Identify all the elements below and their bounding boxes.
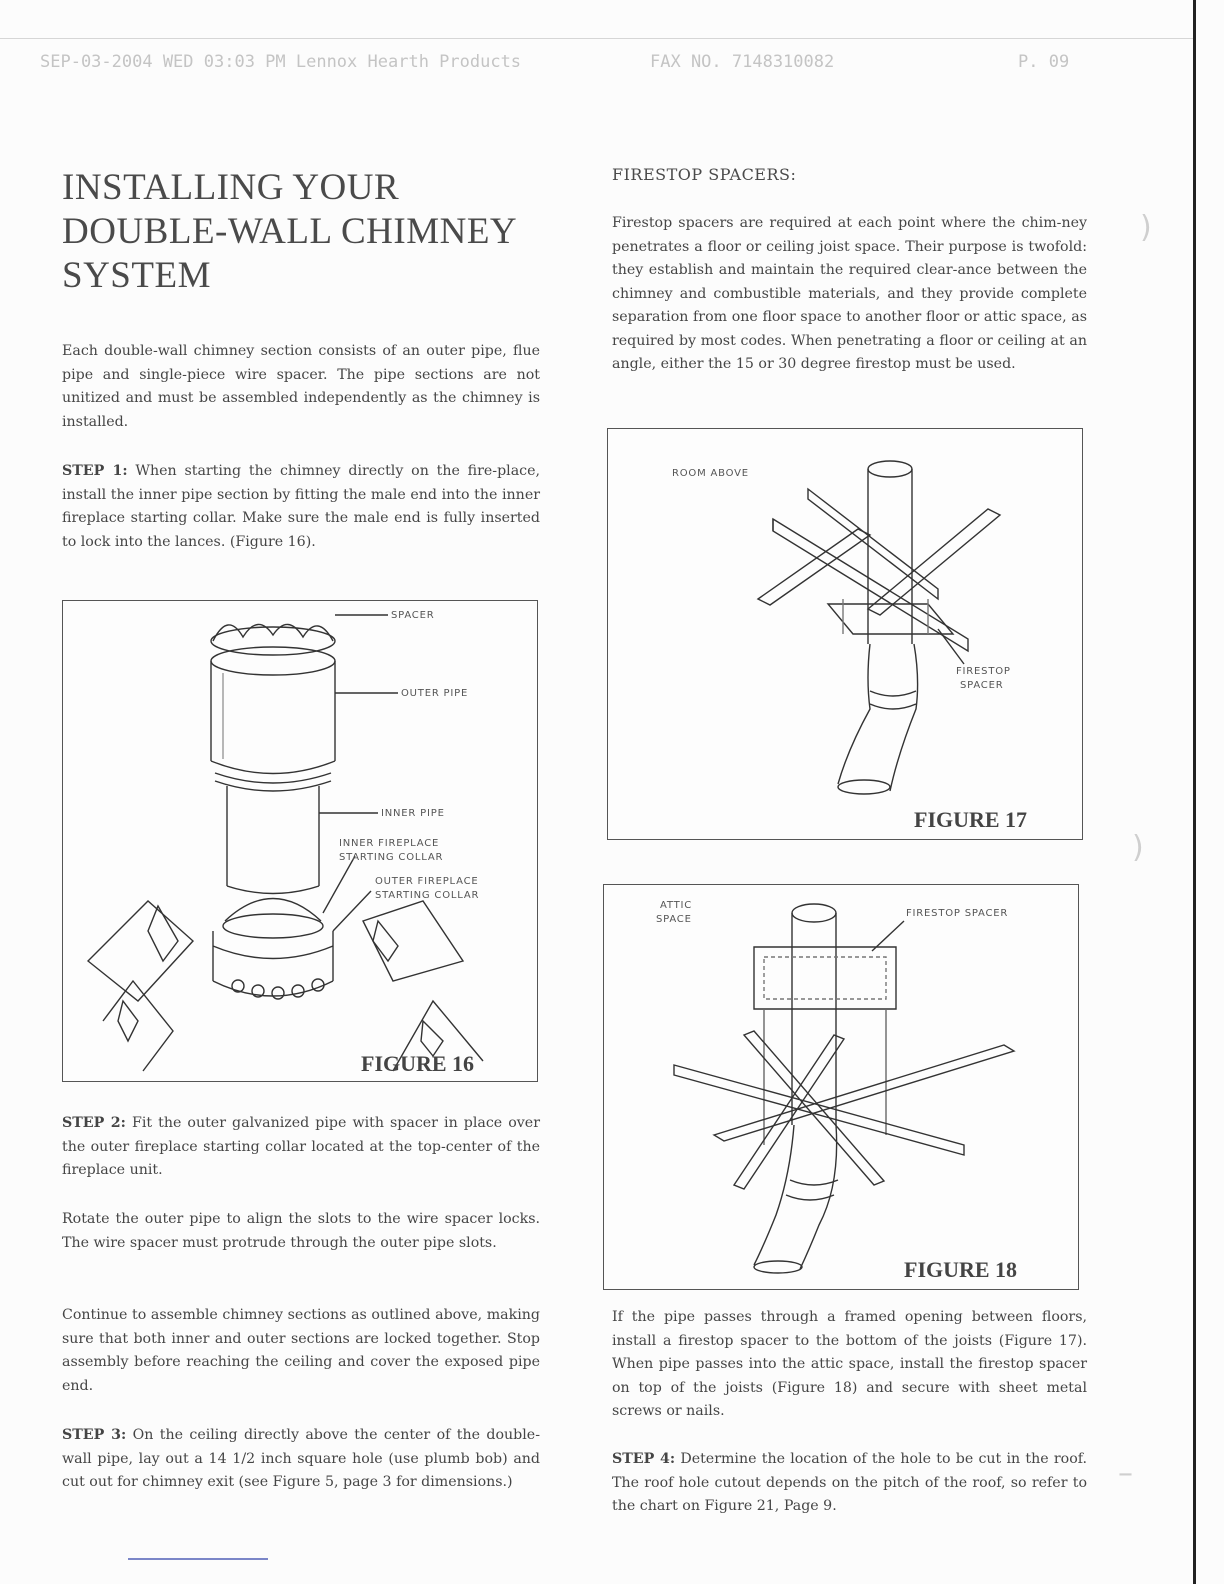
title-line-3: SYSTEM xyxy=(62,255,211,296)
step4-text: Determine the location of the hole to be cut in the roof. The roof hole cutout depends on the pitch of the roof, so refer to the chart on Figure 21, Page 9. xyxy=(612,1451,1087,1514)
figure-18 xyxy=(603,884,1079,1290)
step1-text: When starting the chimney directly on the fire-place, install the inner pipe section by fitting the male end into the inner fireplace starting collar. Make sure the male end is fully inserted to lock into the lances. (Figure 16). xyxy=(62,463,541,550)
label-outer-pipe: OUTER PIPE xyxy=(401,688,469,699)
label-inner-pipe: INNER PIPE xyxy=(381,808,445,819)
margin-mark-3: – xyxy=(1118,1456,1133,1491)
figure-16 xyxy=(62,600,538,1082)
step2-label: STEP 2: xyxy=(62,1115,126,1131)
label-outer-collar-1: OUTER FIREPLACE xyxy=(375,876,479,887)
title-line-2: DOUBLE-WALL CHIMNEY xyxy=(62,211,518,252)
fax-header-sender: SEP-03-2004 WED 03:03 PM Lennox Hearth Products xyxy=(40,52,522,72)
step4-paragraph xyxy=(612,1448,1087,1519)
step2-text: Fit the outer galvanized pipe with spacer in place over the outer fireplace starting collar located at the top-center of the fireplace unit. xyxy=(62,1115,540,1178)
label-firestop-1: FIRESTOP xyxy=(956,666,1011,677)
step3-label: STEP 3: xyxy=(62,1427,127,1443)
margin-mark-1: ) xyxy=(1140,210,1152,245)
label-outer-collar-2: STARTING COLLAR xyxy=(375,890,480,901)
framed-paragraph xyxy=(612,1306,1087,1424)
step3-paragraph xyxy=(62,1424,540,1495)
label-spacer: SPACER xyxy=(391,610,435,621)
step4-label: STEP 4: xyxy=(612,1451,676,1467)
label-inner-collar-2: STARTING COLLAR xyxy=(339,852,444,863)
label-attic-1: ATTIC xyxy=(660,900,693,911)
figure-17-illustration xyxy=(608,429,1082,839)
figure-16-illustration xyxy=(63,601,537,1081)
figure-16-caption: FIGURE 16 xyxy=(361,1051,475,1076)
step1-label: STEP 1: xyxy=(62,463,128,479)
label-firestop-spacer: FIRESTOP SPACER xyxy=(906,908,1009,919)
continue-paragraph xyxy=(62,1304,540,1398)
label-attic-2: SPACE xyxy=(656,914,692,925)
figure-17-caption: FIGURE 17 xyxy=(914,807,1028,832)
intro-text: Each double-wall chimney section consists of an outer pipe, flue pipe and single-piece wire spacer. The pipe sections are not unitized and must be assembled independently as the chimney is installed. xyxy=(62,343,540,430)
step3-text: On the ceiling directly above the center of the double-wall pipe, lay out a 14 1/2 inch square hole (use plumb bob) and cut out for chimney exit (see Figure 5, page 3 for dimensions.) xyxy=(62,1427,540,1490)
label-inner-collar-1: INNER FIREPLACE xyxy=(339,838,440,849)
margin-mark-2: ) xyxy=(1132,830,1144,865)
firestop-paragraph xyxy=(612,212,1087,377)
figure-17 xyxy=(607,428,1083,840)
figure-18-caption: FIGURE 18 xyxy=(904,1257,1018,1282)
firestop-text: Firestop spacers are required at each point where the chim-ney penetrates a floor or ceiling joist space. Their purpose is twofold: they establish and maintain the required clear-ance between the chimney and combustible materials, and they provide complete separation from one floor space to another floor or attic space, as required by most codes. When penetrating a floor or ceiling at an angle, either the 15 or 30 degree firestop must be used. xyxy=(612,215,1087,372)
figure-18-illustration xyxy=(604,885,1078,1289)
fax-header-page: P. 09 xyxy=(1018,52,1070,72)
label-room-above: ROOM ABOVE xyxy=(672,468,749,479)
title-line-1: INSTALLING YOUR xyxy=(62,167,400,208)
step2-paragraph xyxy=(62,1112,540,1183)
firestop-heading-text: FIRESTOP SPACERS: xyxy=(612,165,797,184)
fax-header-number: FAX NO. 7148310082 xyxy=(650,52,835,72)
step1-paragraph xyxy=(62,460,540,554)
firestop-heading xyxy=(612,165,1087,184)
top-rule xyxy=(0,38,1193,39)
intro-paragraph xyxy=(62,340,540,434)
label-firestop-2: SPACER xyxy=(960,680,1004,691)
rotate-text: Rotate the outer pipe to align the slots to the wire spacer locks. The wire spacer must protrude through the outer pipe slots. xyxy=(62,1211,540,1251)
continue-text: Continue to assemble chimney sections as outlined above, making sure that both inner and outer sections are locked together. Stop assembly before reaching the ceiling and cover the exposed pipe end. xyxy=(62,1307,540,1394)
rotate-paragraph xyxy=(62,1208,540,1255)
fax-header xyxy=(40,52,1080,78)
bottom-line xyxy=(128,1558,268,1560)
page-title xyxy=(62,166,540,298)
framed-text: If the pipe passes through a framed opening between floors, install a firestop spacer to the bottom of the joists (Figure 17). When pipe passes into the attic space, install the firestop spacer on top of the joists (Figure 18) and secure with sheet metal screws or nails. xyxy=(612,1309,1087,1419)
scan-edge xyxy=(1193,0,1196,1584)
